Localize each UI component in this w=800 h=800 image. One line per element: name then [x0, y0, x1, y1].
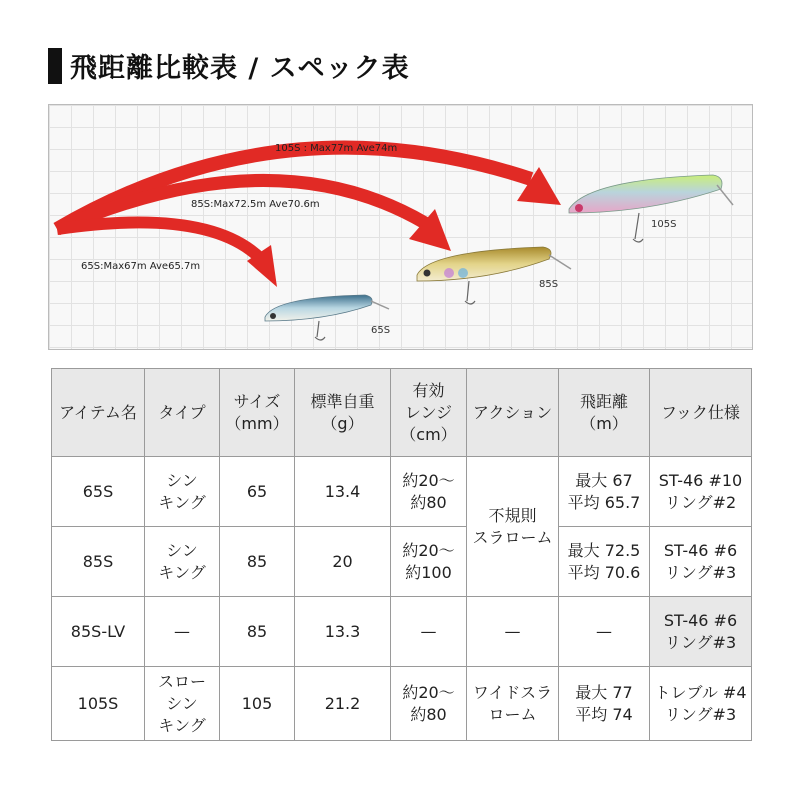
cell-range: 約20〜 約80: [391, 667, 467, 741]
header-range: 有効 レンジ （cm）: [391, 369, 467, 457]
cell-range: 約20〜 約80: [391, 457, 467, 527]
cell-type: シン キング: [145, 527, 220, 597]
table-row: [52, 457, 752, 527]
cell-size: 85: [220, 597, 295, 667]
distance-label-65s: 65S:Max67m Ave65.7m: [81, 261, 201, 272]
distance-label-85s: 85S:Max72.5m Ave70.6m: [191, 199, 320, 210]
distance-graph-svg: [49, 105, 752, 349]
lure-105s-illustration: [569, 175, 733, 242]
cell-distance: 最大 67 平均 65.7: [559, 457, 650, 527]
cell-weight: 20: [295, 527, 391, 597]
cell-range: —: [391, 597, 467, 667]
header-size: サイズ （mm）: [220, 369, 295, 457]
cell-distance: 最大 77 平均 74: [559, 667, 650, 741]
header-hook: フック仕様: [650, 369, 752, 457]
cell-distance: —: [559, 597, 650, 667]
cell-type: —: [145, 597, 220, 667]
cell-hook: ST-46 #6 リング#3: [650, 597, 752, 667]
table-row: [52, 597, 752, 667]
lure-85s-illustration: [417, 247, 571, 304]
header-weight: 標準自重 （g）: [295, 369, 391, 457]
cell-hook: トレブル #4 リング#3: [650, 667, 752, 741]
cell-distance: 最大 72.5 平均 70.6: [559, 527, 650, 597]
cell-weight: 21.2: [295, 667, 391, 741]
title-bar-mark: [48, 48, 62, 84]
cell-type: シン キング: [145, 457, 220, 527]
cell-hook: ST-46 #6 リング#3: [650, 527, 752, 597]
header-type: タイプ: [145, 369, 220, 457]
lure-label-105s: 105S: [651, 219, 677, 230]
cell-size: 85: [220, 527, 295, 597]
header-action: アクション: [467, 369, 559, 457]
cell-weight: 13.3: [295, 597, 391, 667]
cell-type: スロー シン キング: [145, 667, 220, 741]
cell-item: 105S: [52, 667, 145, 741]
cell-hook: ST-46 #10 リング#2: [650, 457, 752, 527]
table-row: [52, 667, 752, 741]
cell-action: —: [467, 597, 559, 667]
table-header-row: [52, 369, 752, 457]
cell-size: 65: [220, 457, 295, 527]
lure-label-65s: 65S: [371, 325, 391, 336]
header-item: アイテム名: [52, 369, 145, 457]
lure-label-85s: 85S: [539, 279, 559, 290]
page-title: 飛距離比較表 / スペック表: [70, 53, 410, 84]
header-distance: 飛距離 （m）: [559, 369, 650, 457]
cell-size: 105: [220, 667, 295, 741]
cell-item: 85S-LV: [52, 597, 145, 667]
arrow-65s: [57, 222, 277, 287]
cell-action: ワイドスラ ローム: [467, 667, 559, 741]
cell-action-merged: 不規則 スラローム: [467, 457, 559, 597]
cell-item: 85S: [52, 527, 145, 597]
cell-weight: 13.4: [295, 457, 391, 527]
cell-item: 65S: [52, 457, 145, 527]
distance-label-105s: 105S : Max77m Ave74m: [275, 143, 398, 154]
distance-comparison-graph: [48, 104, 753, 350]
spec-table: [51, 368, 752, 741]
cell-range: 約20〜 約100: [391, 527, 467, 597]
table-row: [52, 527, 752, 597]
